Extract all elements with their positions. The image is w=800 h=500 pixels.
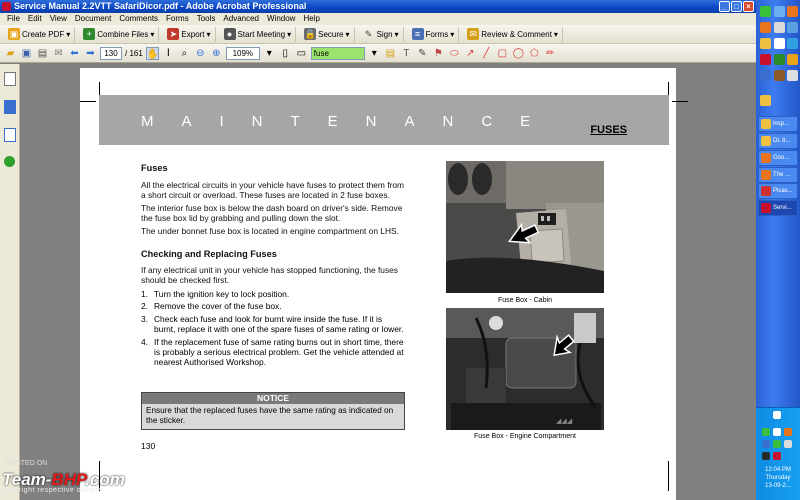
menu-file[interactable]: File [7,14,20,23]
watermark-brand: Team-BHP.com [2,470,125,489]
create-pdf-button[interactable]: ▣ Create PDF ▾ [4,27,75,42]
help-icon[interactable] [4,156,15,167]
oval-tool-icon[interactable]: ◯ [512,47,524,59]
signatures-panel-icon[interactable] [4,128,16,142]
close-button[interactable]: × [743,1,754,12]
zoom-level-field[interactable]: 109% [226,47,260,60]
open-folder-icon[interactable]: ▰ [6,47,15,59]
watermark-copyright: copyright respective owners [2,487,103,494]
zoom-tool-icon[interactable]: ⌕ [181,47,188,59]
select-tool-icon[interactable]: Ⅰ [166,47,170,59]
quicklaunch-icon[interactable] [787,22,798,33]
document-viewport[interactable] [21,64,756,500]
taskbar-item[interactable]: DL 8... [758,133,798,149]
highlight-icon[interactable]: ✎ [418,47,427,59]
tray-icon[interactable] [784,428,792,436]
comment-note-icon[interactable]: ▤ [385,47,396,59]
pdf-page [80,68,676,500]
hand-tool-icon[interactable]: ✋ [146,48,160,60]
print-icon[interactable]: ▤ [37,47,48,59]
combine-files-button[interactable]: + Combine Files ▾ [79,27,159,42]
polygon-tool-icon[interactable]: ⬠ [529,47,539,59]
title-bar [0,0,756,13]
minimize-button[interactable]: _ [719,1,730,12]
desktop-icon[interactable] [760,6,771,17]
cabin-fuse-box-photo [446,161,604,293]
quicklaunch-icon[interactable] [760,70,771,81]
crop-mark [672,101,688,102]
menu-bar [0,13,756,25]
crop-mark [99,82,100,96]
folder-icon [761,119,771,129]
menu-comments[interactable]: Comments [119,14,159,23]
navigation-toolbar [0,44,756,63]
quicklaunch-icon[interactable] [787,70,798,81]
taskbar-item-active[interactable]: Servi... [758,200,798,216]
menu-edit[interactable]: Edit [27,14,42,23]
volume-icon[interactable] [784,440,792,448]
taskbar-item[interactable]: Goo... [758,150,798,166]
network-icon[interactable] [762,452,770,460]
taskbar-item[interactable]: insp... [758,116,798,132]
notice-title: NOTICE [142,393,404,404]
zoom-out-icon[interactable]: ⊖ [196,47,205,59]
total-pages-label: / 161 [125,48,143,58]
create-pdf-icon: ▣ [9,29,19,39]
email-icon[interactable]: ✉ [54,47,63,59]
bookmarks-panel-icon[interactable] [4,100,16,114]
acrobat-app-icon [2,2,11,11]
section-heading: Fuses [141,163,168,173]
arrow-tool-icon[interactable]: ↗ [466,47,475,59]
start-meeting-button[interactable]: ● Start Meeting ▾ [220,27,297,42]
zoom-in-icon[interactable]: ⊕ [212,47,221,59]
previous-page-icon[interactable]: ⬅ [70,47,79,59]
secure-button[interactable]: 🔒 Secure ▾ [300,27,354,42]
review-icon: ✉ [467,28,479,40]
quicklaunch-icon[interactable] [787,38,798,49]
fit-width-icon[interactable]: ▭ [296,47,307,59]
list-item: 3. Check each fuse and look for burnt wire inside the fuse. If it is burnt, replace it with one of the spare fuses of same rating or lower. [141,313,404,335]
quicklaunch-icon[interactable] [774,70,785,81]
folder-icon [761,136,771,146]
banner-subtitle: FUSES [590,124,627,136]
tray-icon[interactable] [773,428,781,436]
quicklaunch-icon[interactable] [774,38,785,49]
tray-icon[interactable] [773,452,781,460]
section-banner [99,95,669,145]
notice-box [141,392,405,430]
tray-icon[interactable] [773,411,781,419]
menu-tools[interactable]: Tools [196,14,216,23]
tray-icon[interactable] [773,440,781,448]
engine-fuse-box-photo [446,308,604,430]
sign-button[interactable]: ✎ Sign ▾ [359,27,404,42]
paragraph: The under bonnet fuse box is located in engine compartment on LHS. [141,226,399,236]
forms-button[interactable]: ≡ Forms ▾ [408,27,460,42]
crop-mark [668,461,669,491]
meeting-icon: ● [224,28,236,40]
media-icon[interactable] [787,6,798,17]
page-number: 130 [141,441,156,451]
subheading: Checking and Replacing Fuses [141,249,277,259]
watermark-posted-label: POSTED ON [6,460,48,467]
quicklaunch-icon[interactable] [774,22,785,33]
watermark [2,460,125,494]
next-page-icon[interactable]: ➡ [86,47,95,59]
window-title: Service Manual 2.2VTT SafariDicor.pdf - Adobe Acrobat Professional [14,1,307,11]
crop-mark [80,101,96,102]
save-icon[interactable]: ▣ [21,47,32,59]
photo-caption: Fuse Box - Cabin [497,297,553,304]
page-number-input[interactable]: 130 [100,47,122,60]
search-dropdown-icon[interactable]: ▾ [371,47,377,59]
combine-files-icon: + [83,28,95,40]
svg-text:◢◢◢: ◢◢◢ [556,418,573,425]
taskbar-item[interactable]: The ... [758,167,798,183]
menu-help[interactable]: Help [303,14,320,23]
menu-advanced[interactable]: Advanced [223,14,259,23]
tasks-toolbar [0,25,756,44]
pen-icon: ✎ [364,29,373,39]
tray-icon[interactable] [762,428,770,436]
lock-icon: 🔒 [304,29,316,39]
tray-icon[interactable] [762,440,770,448]
search-input[interactable]: fuse [311,47,365,60]
list-item: 2. Remove the cover of the fuse box. [141,301,282,312]
stamp-icon[interactable]: ⚑ [433,47,443,59]
forms-icon: ≡ [412,28,424,40]
steps-list [141,289,405,370]
paragraph: If any electrical unit in your vehicle has stopped functioning, the fuses should be checked first. [141,265,398,286]
notice-body: Ensure that the replaced fuses have the same rating as indicated on the sticker. [142,404,404,429]
menu-forms[interactable]: Forms [166,14,189,23]
list-item: 1. Turn the ignition key to lock position. [141,289,290,299]
export-icon: ➤ [167,28,179,40]
cloud-shape-icon[interactable]: ⬭ [450,47,459,59]
windows-taskbar [756,0,800,500]
pages-panel-icon[interactable] [4,72,16,86]
review-comment-button[interactable]: ✉ Review & Comment ▾ [463,27,563,42]
ie-icon[interactable] [774,6,785,17]
firefox-icon[interactable] [760,22,771,33]
acrobat-icon [761,203,771,213]
paragraph: The interior fuse box is below the dash board on driver's side. Remove the fuse box lid by grabbing and pulling down the slot. [141,203,403,224]
photo-caption: Fuse Box - Engine Compartment [474,433,576,440]
clock[interactable]: 12:04 PM Thursday 13-09-2... [765,467,791,489]
quicklaunch-icon[interactable] [760,38,771,49]
quicklaunch-icon[interactable] [787,54,798,65]
pencil-tool-icon[interactable]: ✏ [546,47,555,59]
line-tool-icon[interactable]: ╱ [483,47,490,59]
firefox-icon [761,153,771,163]
quicklaunch-icon[interactable] [760,54,771,65]
text-edit-icon[interactable]: T [403,47,410,59]
maximize-button[interactable]: □ [731,1,742,12]
export-button[interactable]: ➤ Export ▾ [163,27,215,42]
menu-window[interactable]: Window [267,14,296,23]
navigation-pane [0,64,20,500]
menu-view[interactable]: View [49,14,67,23]
list-item: 4. If the replacement fuse of same rating burns out in short time, there is probably a serious electrical problem. Get the vehicle attended at nearest Authorised Workshop. [141,336,404,368]
taskbar-item[interactable]: Picas... [758,183,798,199]
banner-title: MAINTENANCE [141,113,559,130]
crop-mark [668,82,669,96]
rectangle-tool-icon[interactable]: ▢ [497,47,508,59]
fit-page-icon[interactable]: ▯ [282,47,289,59]
firefox-icon [761,170,771,180]
quicklaunch-icon[interactable] [774,54,785,65]
quicklaunch-icon[interactable] [760,95,771,106]
zoom-dropdown-icon[interactable]: ▾ [266,47,272,59]
paragraph: All the electrical circuits in your vehicle have fuses to protect them from a short circuit or overload. These fuses are located in 2 fuse boxes. [141,180,404,201]
menu-document[interactable]: Document [74,14,112,23]
picasa-icon [761,186,771,196]
